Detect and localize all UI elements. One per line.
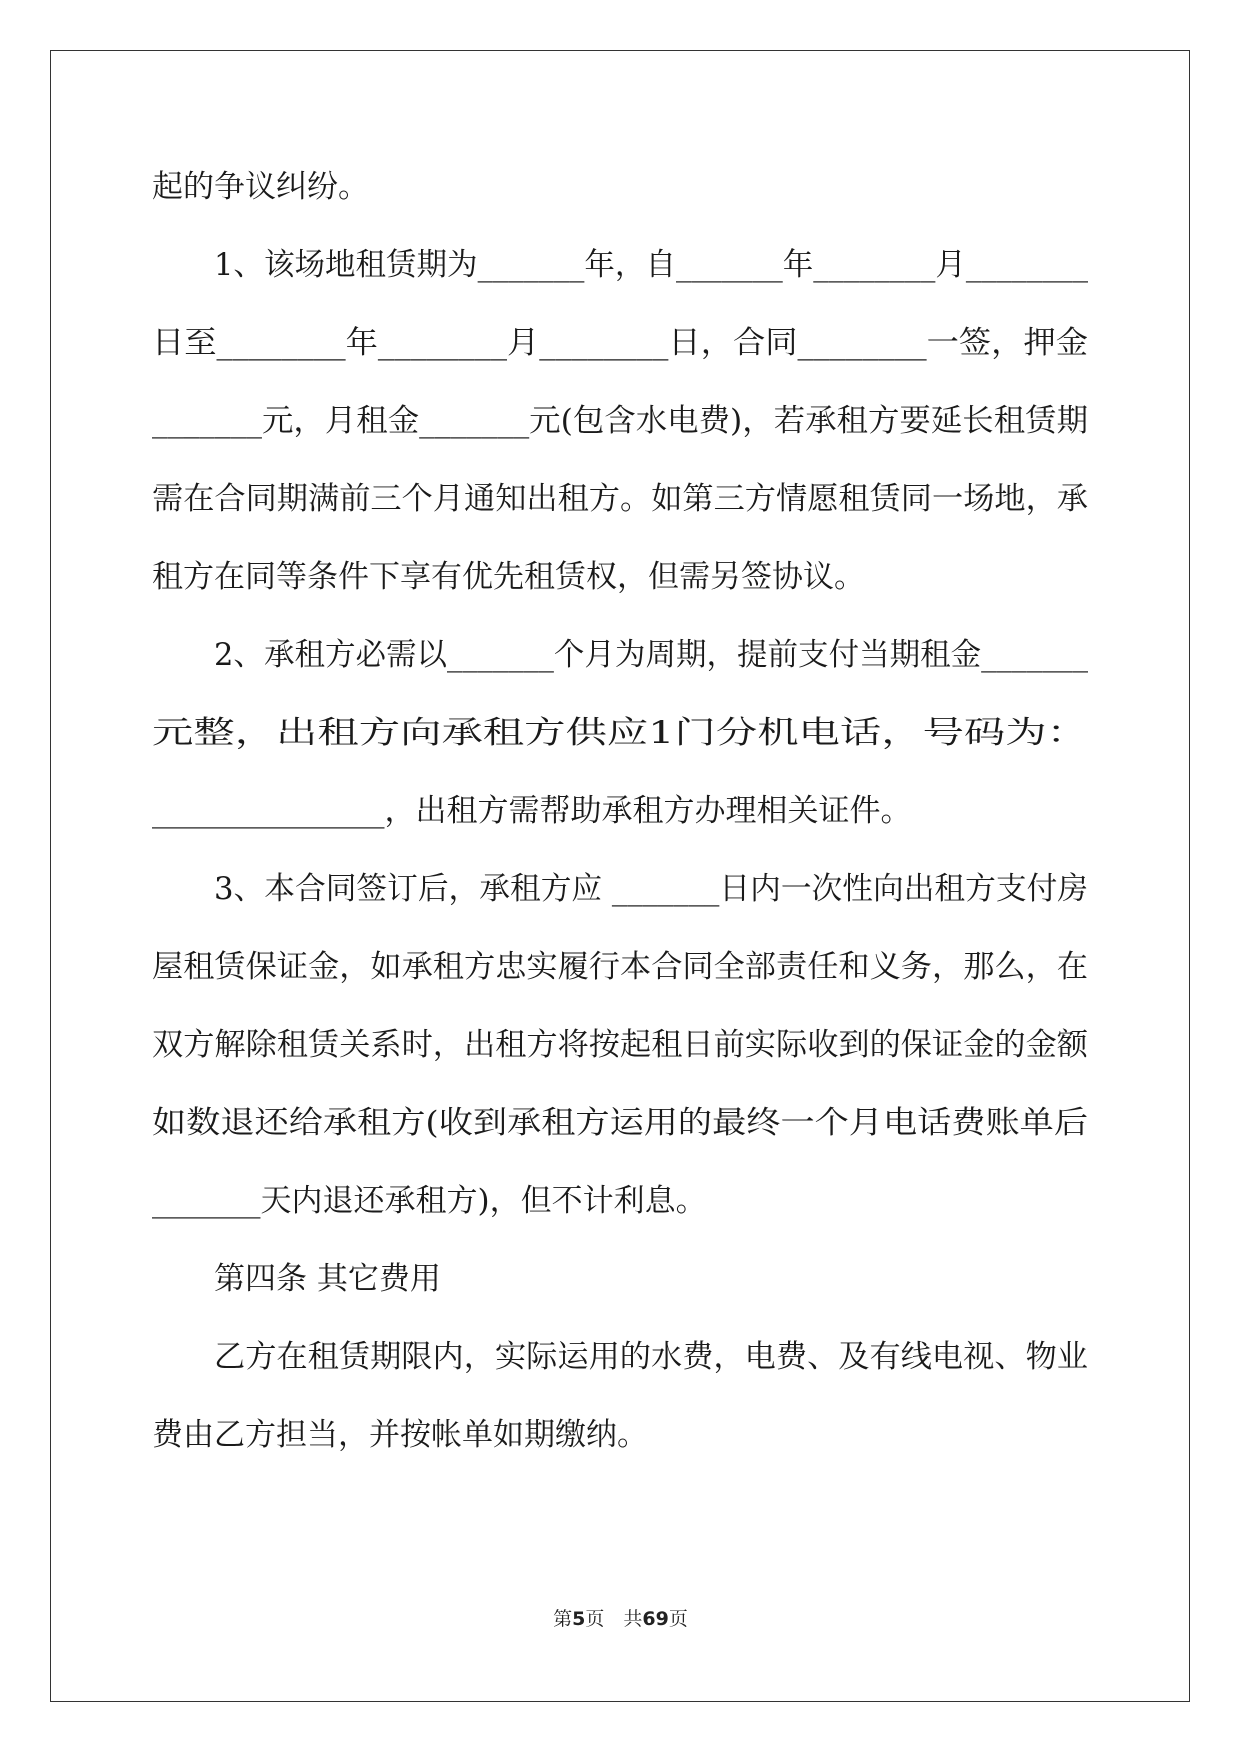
text-line: 屋租赁保证金，如承租方忠实履行本合同全部责任和义务，那么，在: [152, 949, 1088, 985]
text-line: 1、该场地租赁期为_______年，自_______年________月________: [214, 247, 1088, 283]
text-line: _______元，月租金_______元(包含水电费)，若承租方要延长租赁期: [152, 403, 1088, 439]
text-line: 需在合同期满前三个月通知出租方。如第三方情愿租赁同一场地，承: [152, 481, 1088, 517]
text-line: _______天内退还承租方)，但不计利息。: [152, 1183, 707, 1219]
text-line: 租方在同等条件下享有优先租赁权，但需另签协议。: [152, 559, 865, 595]
current-page-number: 5: [572, 1608, 586, 1630]
page-prefix: 第: [553, 1608, 573, 1630]
total-page-number: 69: [642, 1608, 669, 1630]
section-heading: 第四条 其它费用: [214, 1261, 441, 1297]
text-line: _______________，出租方需帮助承租方办理相关证件。: [152, 793, 912, 829]
text-line: 元整，出租方向承租方供应1门分机电话，号码为：: [152, 715, 1088, 751]
text-line: 起的争议纠纷。: [152, 169, 369, 205]
page-suffix: 页: [668, 1608, 688, 1630]
text-line: 日至________年________月________日，合同________一签，押金: [152, 325, 1088, 361]
text-line: 乙方在租赁期限内，实际运用的水费，电费、及有线电视、物业: [214, 1339, 1088, 1375]
text-line: 2、承租方必需以_______个月为周期，提前支付当期租金_______: [214, 637, 1088, 673]
page-number-footer: [0, 1604, 1241, 1631]
text-line: 如数退还给承租方(收到承租方运用的最终一个月电话费账单后: [152, 1105, 1088, 1141]
document-body: [152, 148, 1088, 1474]
text-line: 双方解除租赁关系时，出租方将按起租日前实际收到的保证金的金额: [152, 1027, 1088, 1063]
text-line: 费由乙方担当，并按帐单如期缴纳。: [152, 1417, 648, 1453]
text-line: 3、本合同签订后，承租方应 _______日内一次性向出租方支付房: [214, 871, 1088, 907]
page-mid: 页 共: [585, 1608, 643, 1630]
